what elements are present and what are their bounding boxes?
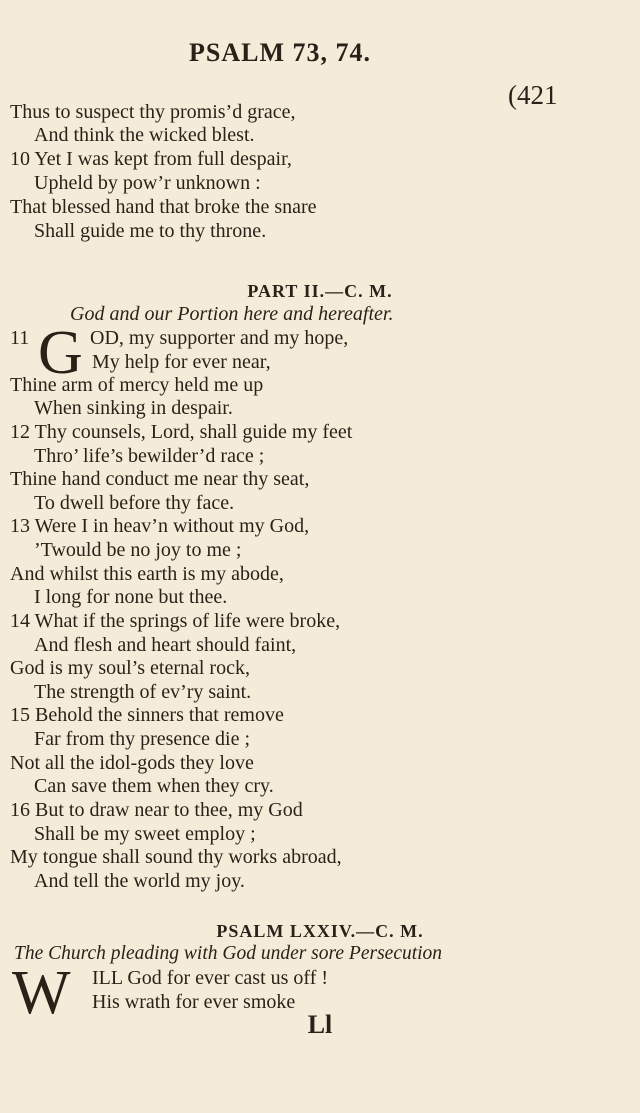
verse-line: Shall be my sweet employ ; (34, 823, 256, 845)
verse-line: Can save them when they cry. (34, 775, 274, 797)
psalm-subtitle: The Church pleading with God under sore Persecution (14, 943, 443, 964)
verse-line: The strength of ev’ry saint. (34, 681, 252, 703)
verse-line: ’Twould be no joy to me ; (34, 539, 242, 561)
verse-line: My tongue shall sound thy works abroad, (10, 846, 342, 868)
verse-line: When sinking in despair. (34, 397, 233, 419)
drop-cap: G (38, 319, 83, 387)
verse-line: God is my soul’s eternal rock, (10, 657, 250, 679)
verse-line: Upheld by pow’r unknown : (34, 172, 261, 194)
verse-line: 12 Thy counsels, Lord, shall guide my feet (10, 421, 353, 443)
verse-line: Thro’ life’s bewilder’d race ; (34, 445, 265, 467)
verse-line: Thus to suspect thy promis’d grace, (10, 101, 296, 123)
verse-line: His wrath for ever smoke (92, 991, 296, 1013)
page-number: (421 (508, 80, 558, 110)
verse-line: 16 But to draw near to thee, my God (10, 799, 303, 821)
verse-line: And flesh and heart should faint, (34, 634, 297, 656)
signature-mark: Ll (307, 1010, 333, 1039)
verse-line: Thine hand conduct me near thy seat, (10, 468, 310, 490)
verse-line: Thine arm of mercy held me up (10, 374, 264, 396)
psalm-heading: PSALM LXXIV.—C. M. (216, 921, 424, 941)
verse-line: 14 What if the springs of life were broke, (10, 610, 341, 632)
verse-line: I long for none but thee. (34, 586, 228, 608)
verse-line: And think the wicked blest. (34, 124, 255, 146)
drop-cap: W (12, 959, 71, 1027)
verse-line: Not all the idol-gods they love (10, 752, 254, 774)
running-head: PSALM 73, 74. (189, 38, 371, 67)
part-heading: PART II.—C. M. (247, 281, 393, 301)
part-subtitle: God and our Portion here and hereafter. (70, 303, 394, 325)
verse-line: And tell the world my joy. (34, 870, 245, 892)
verse-line: That blessed hand that broke the snare (10, 196, 317, 218)
verse-line: To dwell before thy face. (34, 492, 235, 514)
verse-line: And whilst this earth is my abode, (10, 563, 284, 585)
verse-line: ILL God for ever cast us off ! (92, 967, 329, 989)
verse-line: Far from thy presence die ; (34, 728, 251, 750)
verse-line: 10 Yet I was kept from full despair, (10, 148, 292, 170)
verse-line: Shall guide me to thy throne. (34, 220, 267, 242)
verse-line: 13 Were I in heav’n without my God, (10, 515, 310, 537)
verse-line: 15 Behold the sinners that remove (10, 704, 284, 726)
verse-line: OD, my supporter and my hope, (90, 327, 349, 349)
verse-number: 11 (10, 327, 30, 349)
verse-line: My help for ever near, (92, 351, 271, 373)
